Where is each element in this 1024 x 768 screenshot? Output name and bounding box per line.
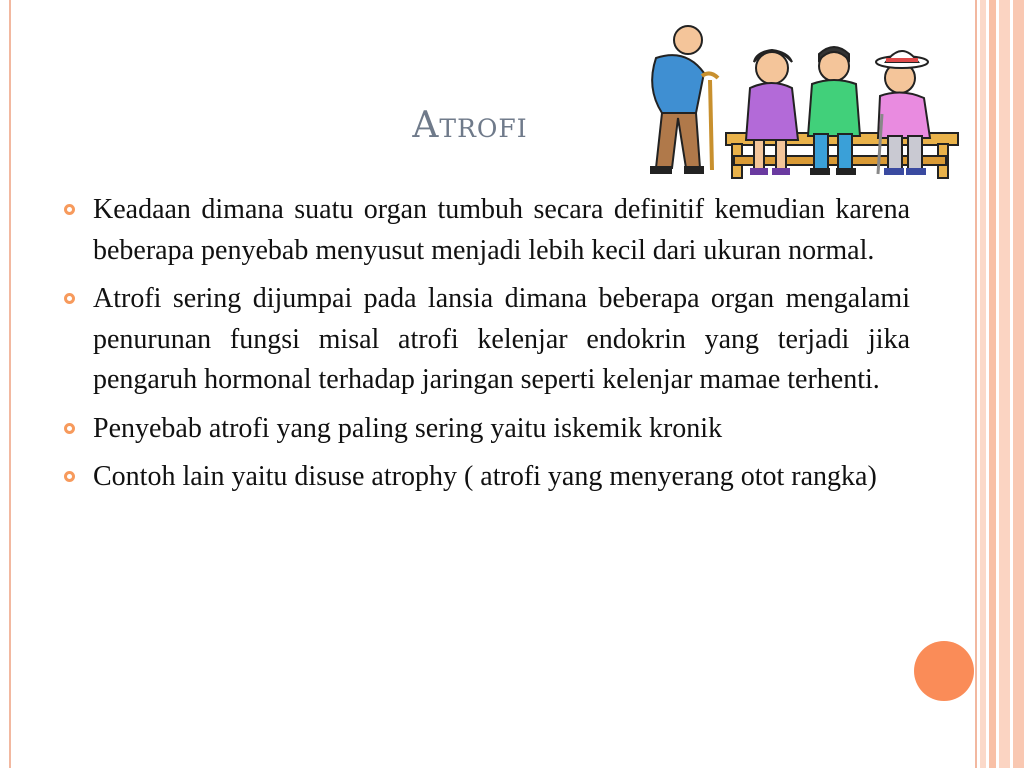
bullet-circle-icon: [64, 293, 75, 304]
bullet-item-3: [64, 409, 910, 450]
bullet-item-4: [64, 457, 910, 498]
bullet-item-1: [64, 190, 910, 271]
slide-title: Atrofi: [412, 105, 528, 146]
bullet-circle-icon: [64, 423, 75, 434]
bullet-circle-icon: [64, 471, 75, 482]
bullet-text: Atrofi sering dijumpai pada lansia dimana beberapa organ mengalami penurunan fungsi misal atrofi kelenjar endokrin yang terjadi jika pengaruh hormonal terhadap jaringan seperti kelenjar mamae terhenti.: [93, 283, 910, 395]
bullet-list: [64, 190, 910, 506]
bullet-item-2: [64, 279, 910, 401]
bullet-text: Penyebab atrofi yang paling sering yaitu iskemik kronik: [93, 412, 723, 444]
bullet-text: Contoh lain yaitu disuse atrophy ( atrofi yang menyerang otot rangka): [93, 461, 877, 492]
decorative-circle: [914, 641, 974, 701]
elderly-people-illustration: [626, 18, 966, 188]
bullet-circle-icon: [64, 204, 75, 215]
bullet-text: Keadaan dimana suatu organ tumbuh secara definitif kemudian karena beberapa penyebab menyusut menjadi lebih kecil dari ukuran normal.: [93, 194, 910, 266]
decorative-stripes: [980, 0, 1024, 768]
